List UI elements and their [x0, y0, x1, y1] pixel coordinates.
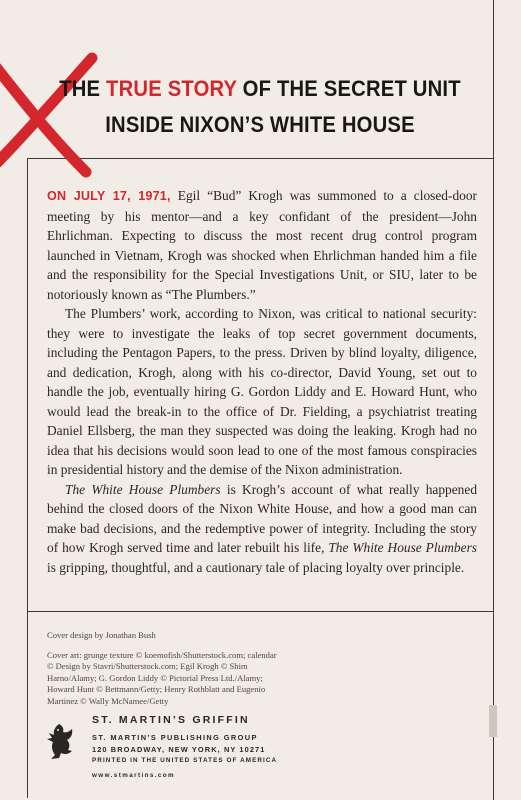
paragraph-1-text: Egil “Bud” Krogh was summoned to a closed-door meeting by his mentor—and a key confidant of the president—John Ehrlichman. Expecting to discuss the most recent drug control program launched in Vietnam, Krogh was shocked when Ehrlichman handed him a file and the responsibility for the Special Investigations Unit, or SIU, later to be notoriously known as “The Plumbers.” — [47, 188, 477, 302]
headline-post: OF THE SECRET UNIT — [236, 76, 461, 101]
griffin-logo-icon — [45, 722, 75, 760]
printed-in: PRINTED IN THE UNITED STATES OF AMERICA — [92, 757, 278, 764]
paragraph-1 — [47, 186, 477, 304]
publisher-name: ST. MARTIN’S GRIFFIN — [92, 714, 250, 726]
frame-line-right — [493, 0, 494, 800]
publisher-group: ST. MARTIN’S PUBLISHING GROUP — [92, 733, 258, 742]
red-x-icon — [0, 40, 106, 180]
barcode-strip — [489, 705, 497, 737]
description-body — [47, 186, 477, 577]
book-title-2: The White House Plumbers — [328, 540, 477, 555]
cover-credits — [47, 630, 282, 707]
frame-line-left — [27, 158, 28, 798]
book-title-1: The White House Plumbers — [65, 481, 221, 497]
lead-in: ON JULY 17, 1971, — [47, 189, 171, 203]
paragraph-3-text-2: is gripping, thoughtful, and a cautionary tale of placing loyalty over principle. — [47, 559, 465, 575]
publisher-address: 120 BROADWAY, NEW YORK, NY 10271 — [92, 744, 266, 754]
cover-art-credit: Cover art: grunge texture © koemofish/Shutterstock.com; calendar © Design by Stavri/Shutterstock.com; Egil Krogh © Shim Harno/Alamy; G. Gordon Liddy © Pictorial Press Ltd./Alamy; Howard Hunt © Bettmann/Getty; Henry Rothblatt and Eugenio Martinez © Wally McNamee/Getty — [47, 649, 277, 706]
cover-design-credit: Cover design by Jonathan Bush — [47, 630, 156, 640]
headline-line-1 — [58, 76, 463, 102]
paragraph-3-text-1: is Krogh’s account of what really happened behind the closed doors of the Nixon White House, and how a good man can make bad decisions, and the redemptive power of integrity. Including the story of how Krogh served time and later rebuilt his life, — [47, 481, 478, 555]
headline-pre: THE — [59, 76, 107, 101]
headline-accent: TRUE STORY — [106, 76, 237, 101]
paragraph-2: The Plumbers’ work, according to Nixon, was critical to national security: they were to investigate the leaks of top secret government documents, including the Pentagon Papers, to the press. Driven by blind loyalty, diligence, and dedication, Krogh, along with his co-director, David Young, set out to handle the job, eventually hiring G. Gordon Liddy and E. Howard Hunt, who would lead the break-in to the office of Dr. Fielding, a psychiatrist treating Daniel Ellsberg, the man they suspected was doing the leaking. Krogh had no idea that his decisions would soon lead to one of the most famous conspiracies in presidential history and the demise of the Nixon administration. — [47, 306, 477, 477]
frame-line-divider — [27, 611, 493, 612]
publisher-website: www.stmartins.com — [92, 771, 176, 779]
paragraph-3 — [47, 480, 477, 578]
headline-line-2: INSIDE NIXON’S WHITE HOUSE — [105, 112, 415, 137]
publisher-info — [92, 714, 277, 779]
